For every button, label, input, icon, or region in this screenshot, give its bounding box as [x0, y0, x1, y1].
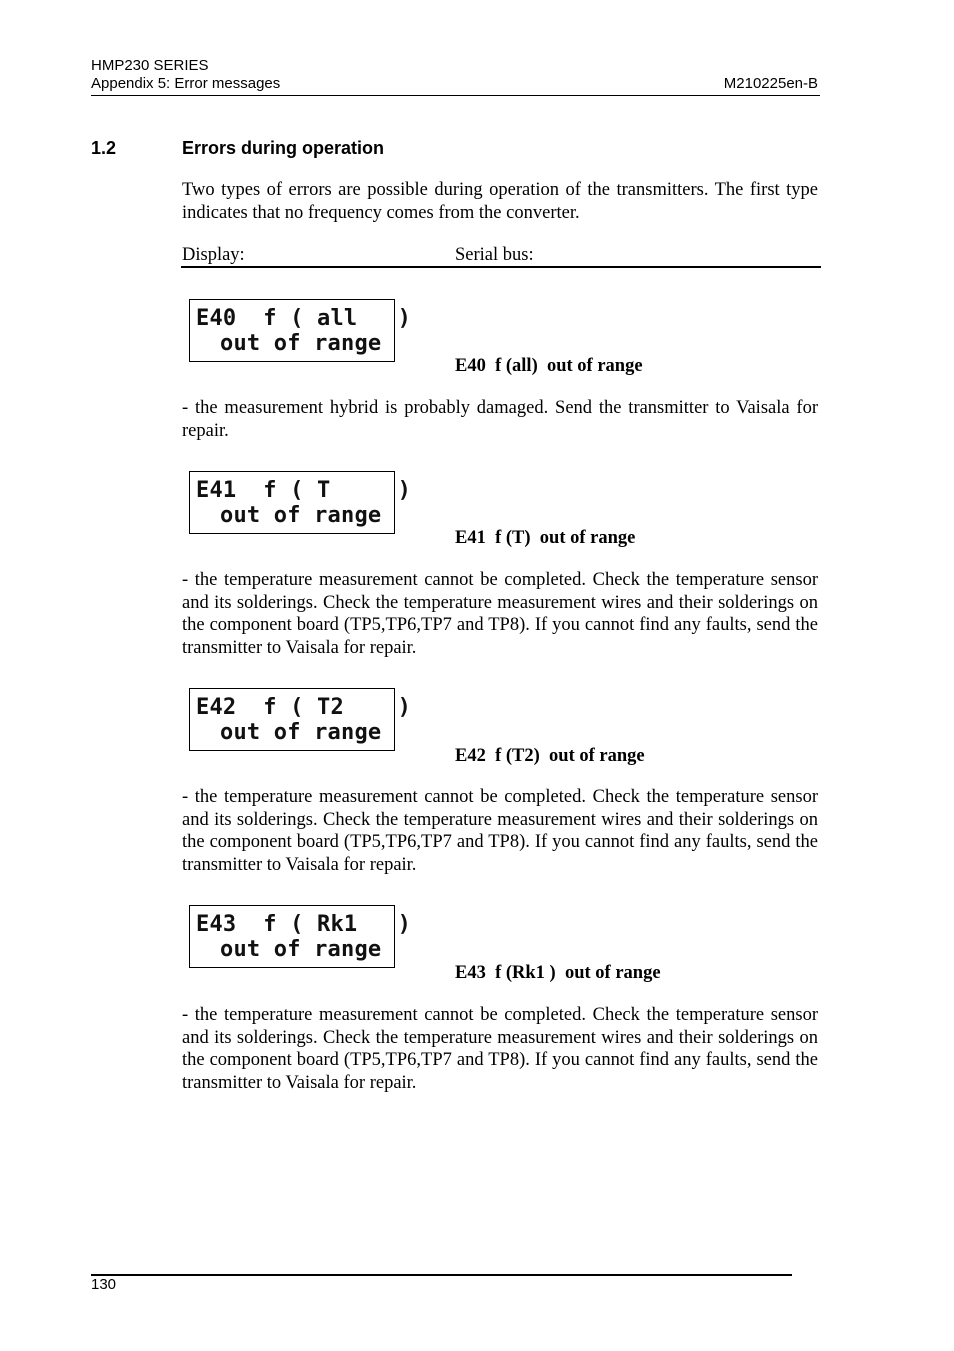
lcd-line-1: E40 f ( all )	[196, 306, 412, 331]
lcd-line-2: out of range	[220, 720, 382, 745]
error-description-e43: - the temperature measurement cannot be completed. Check the temperature sensor and its solderings. Check the temperature measurement wires and their solderings on the component board (TP5,TP6,TP7 and TP8). If you cannot find any faults, send the transmitter to Vaisala for repair.	[182, 1005, 818, 1093]
section-title: Errors during operation	[182, 138, 385, 158]
error-description-e42: - the temperature measurement cannot be completed. Check the temperature sensor and its solderings. Check the temperature measurement wires and their solderings on the component board (TP5,TP6,TP7 and TP8). If you cannot find any faults, send the transmitter to Vaisala for repair.	[182, 787, 818, 875]
lcd-line-2: out of range	[220, 937, 382, 962]
footer-rule	[91, 1274, 792, 1276]
serial-message-e40: E40 f (all) out of range	[455, 356, 643, 376]
error-description-e41: - the temperature measurement cannot be completed. Check the temperature sensor and its solderings. Check the temperature measurement wires and their solderings on the component board (TP5,TP6,TP7 and TP8). If you cannot find any faults, send the transmitter to Vaisala for repair.	[182, 570, 818, 658]
serial-message-e41: E41 f (T) out of range	[455, 528, 636, 548]
display-column-label: Display:	[182, 245, 245, 265]
lcd-line-1: E43 f ( Rk1 )	[196, 912, 412, 937]
header-product: HMP230 SERIES	[91, 57, 209, 74]
lcd-line-2: out of range	[220, 331, 382, 356]
page-number: 130	[91, 1276, 117, 1293]
lcd-line-2: out of range	[220, 503, 382, 528]
header-doc-code: M210225en-B	[723, 75, 818, 92]
lcd-display-e40	[189, 299, 412, 362]
header-section: Appendix 5: Error messages	[91, 75, 281, 92]
header-rule	[91, 95, 820, 96]
lcd-line-1: E41 f ( T )	[196, 478, 412, 503]
lcd-display-e41	[189, 471, 412, 534]
lcd-line-1: E42 f ( T2 )	[196, 695, 412, 720]
column-rule	[181, 266, 821, 268]
lcd-display-e42	[189, 688, 412, 751]
intro-paragraph: Two types of errors are possible during operation of the transmitters. The first type indicates that no frequency comes from the converter.	[182, 180, 818, 223]
serial-column-label: Serial bus:	[455, 245, 534, 265]
error-description-e40: - the measurement hybrid is probably damaged. Send the transmitter to Vaisala for repair.	[182, 398, 818, 441]
section-number: 1.2	[91, 138, 117, 158]
serial-message-e43: E43 f (Rk1 ) out of range	[455, 963, 661, 983]
lcd-display-e43	[189, 905, 412, 968]
serial-message-e42: E42 f (T2) out of range	[455, 746, 645, 766]
